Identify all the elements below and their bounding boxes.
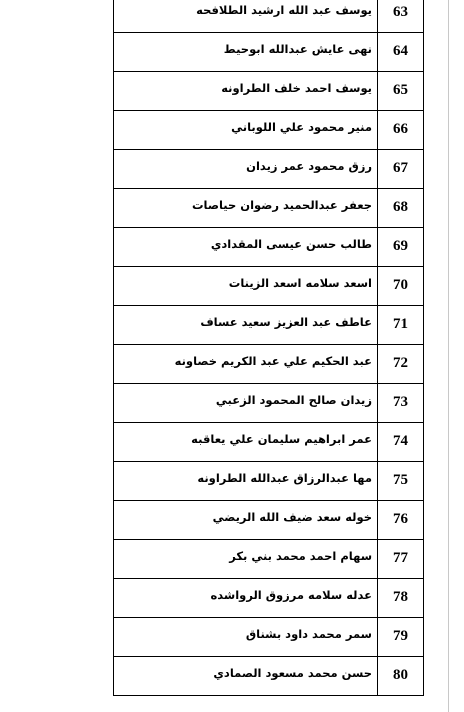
table-row xyxy=(114,267,424,306)
row-number: 68 xyxy=(378,189,424,228)
table-row xyxy=(114,111,424,150)
row-number: 70 xyxy=(378,267,424,306)
row-name: مها عبدالرزاق عبدالله الطراونه xyxy=(114,462,378,501)
row-number: 77 xyxy=(378,540,424,579)
table-row xyxy=(114,189,424,228)
row-number: 64 xyxy=(378,33,424,72)
table-row xyxy=(114,540,424,579)
row-name: رزق محمود عمر زيدان xyxy=(114,150,378,189)
names-table xyxy=(113,0,424,696)
row-number: 73 xyxy=(378,384,424,423)
row-number: 67 xyxy=(378,150,424,189)
row-number: 76 xyxy=(378,501,424,540)
table-row xyxy=(114,384,424,423)
row-number: 79 xyxy=(378,618,424,657)
table-row xyxy=(114,72,424,111)
table-row xyxy=(114,462,424,501)
row-name: منير محمود علي اللوباني xyxy=(114,111,378,150)
row-name: سمر محمد داود بشناق xyxy=(114,618,378,657)
table-row xyxy=(114,150,424,189)
names-table-body xyxy=(114,0,424,696)
table-row xyxy=(114,657,424,696)
row-number: 75 xyxy=(378,462,424,501)
row-number: 71 xyxy=(378,306,424,345)
table-row xyxy=(114,33,424,72)
row-number: 65 xyxy=(378,72,424,111)
row-name: عبد الحكيم علي عبد الكريم خصاونه xyxy=(114,345,378,384)
row-name: خوله سعد ضيف الله الريضي xyxy=(114,501,378,540)
row-name: حسن محمد مسعود الصمادي xyxy=(114,657,378,696)
row-name: اسعد سلامه اسعد الزينات xyxy=(114,267,378,306)
row-number: 63 xyxy=(378,0,424,33)
table-row xyxy=(114,345,424,384)
table-row xyxy=(114,228,424,267)
table-row xyxy=(114,306,424,345)
row-name: عاطف عبد العزيز سعيد عساف xyxy=(114,306,378,345)
table-row xyxy=(114,501,424,540)
row-name: يوسف عبد الله ارشيد الطلافحه xyxy=(114,0,378,33)
row-name: سهام احمد محمد بني بكر xyxy=(114,540,378,579)
page-gutter-line xyxy=(448,0,449,712)
table-row xyxy=(114,0,424,33)
row-number: 66 xyxy=(378,111,424,150)
row-name: جعفر عبدالحميد رضوان حياصات xyxy=(114,189,378,228)
row-name: نهى عايش عبدالله ابوحيط xyxy=(114,33,378,72)
row-name: عدله سلامه مرزوق الرواشده xyxy=(114,579,378,618)
row-name: زيدان صالح المحمود الزعبي xyxy=(114,384,378,423)
row-number: 80 xyxy=(378,657,424,696)
table-row xyxy=(114,579,424,618)
table-row xyxy=(114,618,424,657)
row-number: 72 xyxy=(378,345,424,384)
row-name: طالب حسن عيسى المقدادي xyxy=(114,228,378,267)
row-number: 78 xyxy=(378,579,424,618)
row-number: 74 xyxy=(378,423,424,462)
row-name: يوسف احمد خلف الطراونه xyxy=(114,72,378,111)
row-name: عمر ابراهيم سليمان علي يعاقبه xyxy=(114,423,378,462)
table-row xyxy=(114,423,424,462)
row-number: 69 xyxy=(378,228,424,267)
